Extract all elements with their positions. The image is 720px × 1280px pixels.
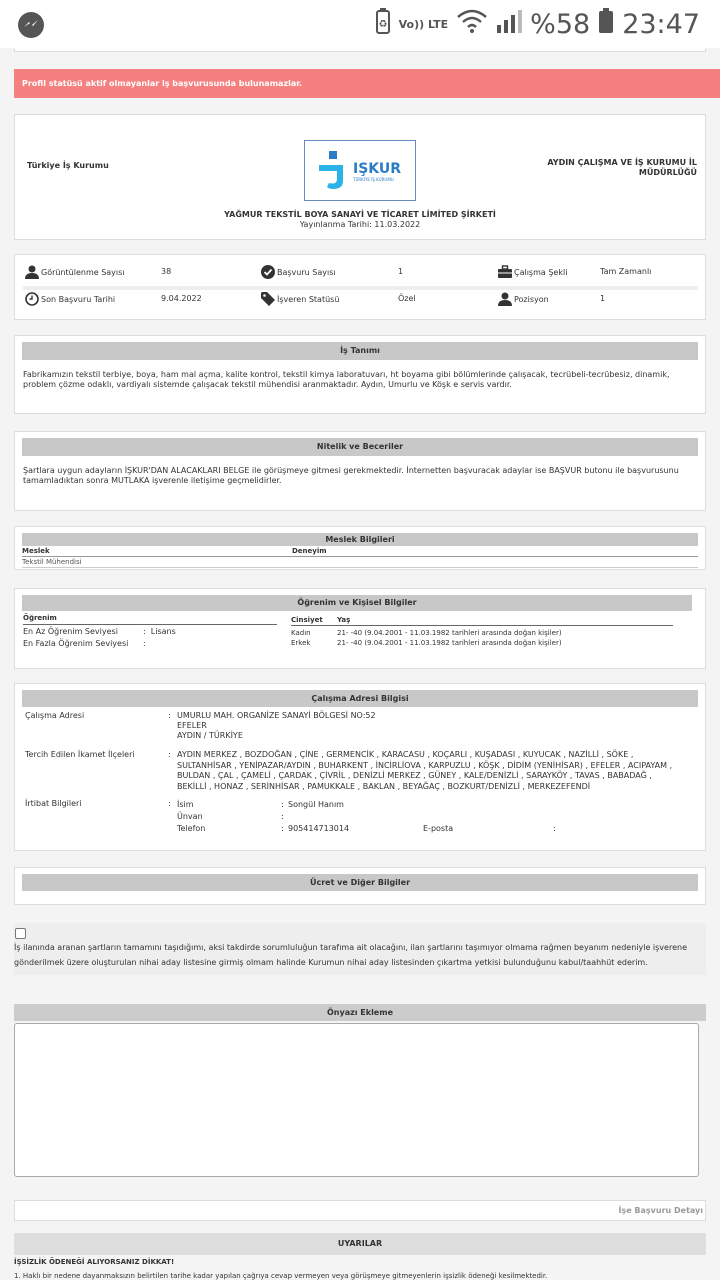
work-address-line1: UMURLU MAH. ORGANİZE SANAYİ BÖLGESİ NO:52 xyxy=(177,711,376,720)
contact-details xyxy=(177,799,697,835)
education-title: Öğrenim ve Kişisel Bilgiler xyxy=(22,595,692,611)
education-card xyxy=(14,588,706,669)
preferred-districts-line1: AYDIN MERKEZ , BOZDOĞAN , ÇİNE , GERMENCİK , KARACASU , KOÇARLI , KUŞADASI , KUYUCAK , NAZİLLİ , SÖKE , xyxy=(177,750,634,759)
work-type-label: Çalışma Şekli xyxy=(514,267,568,277)
position-stat xyxy=(498,292,549,306)
contact-phone-row: Telefon : 905414713014 E-posta : xyxy=(177,824,556,833)
male-age: 21- -40 (9.04.2001 - 11.03.1982 tarihleri arasında doğan kişiler) xyxy=(337,639,562,647)
iskur-logo xyxy=(304,140,416,201)
work-type-value: Tam Zamanlı xyxy=(600,267,652,276)
job-description-title: İş Tanımı xyxy=(22,342,698,360)
battery-icon xyxy=(598,8,614,41)
views-value: 38 xyxy=(161,267,172,276)
salary-title: Ücret ve Diğer Bilgiler xyxy=(22,874,698,891)
consent-line2: gönderilmek üzere oluşturulan nihai aday listesine girmiş olmam halinde Kurumun nihai aday listesinden çıkartma yetkisi bulunduğunu kabul/taahhüt ederim. xyxy=(14,958,648,967)
wifi-icon xyxy=(456,9,488,40)
employer-label: İşveren Statüsü xyxy=(277,294,340,304)
employer-stat xyxy=(261,292,339,306)
contact-name-value: Songül Hanım xyxy=(288,800,344,809)
contact-name-label: İsim xyxy=(177,800,194,809)
page xyxy=(0,48,720,1280)
female-age: 21- -40 (9.04.2001 - 11.03.1982 tarihleri arasında doğan kişiler) xyxy=(337,629,562,637)
profession-row xyxy=(22,558,698,568)
work-type-stat xyxy=(498,265,567,279)
work-address-line3: AYDIN / TÜRKİYE xyxy=(177,731,243,740)
views-label: Görüntülenme Sayısı xyxy=(41,267,125,277)
briefcase-icon xyxy=(498,265,512,279)
employer-value: Özel xyxy=(398,294,416,303)
preferred-districts-line4: BEKİLLİ , HONAZ , SERİNHİSAR , PAMUKKALE , BAKLAN , BEYAĞAÇ , BOZKURT/DENİZLİ , MERKEZEFENDİ xyxy=(177,781,591,791)
skills-text: Şartlara uygun adayların İŞKUR'DAN ALACAKLARI BELGE ile görüşmeye gitmesi gerekmektedir. İnternetten başvuracak adaylar ise BAŞVUR butonu ile başvurusunu tamamladıktan sonra MUTLAKA işverenle iletişime geçmelidirler. xyxy=(23,466,679,485)
job-header-card xyxy=(14,114,706,240)
svg-text:♻: ♻ xyxy=(378,19,388,30)
applications-label: Başvuru Sayısı xyxy=(277,267,336,277)
battery-percent: %58 xyxy=(530,9,591,40)
logo-text: IŞKUR xyxy=(353,161,402,177)
consent-line1: İş ilanında aranan şartların tamamını taşıdığımı, aksi takdirde sorumluluğun tarafıma ait olacağını, ilan şartlarını taşımıyor olmama rağmen beyanım nedeniyle işverene xyxy=(14,943,687,952)
stats-divider xyxy=(23,286,698,290)
contact-phone-label: Telefon xyxy=(177,824,206,833)
consent-box xyxy=(14,923,706,975)
female-row xyxy=(291,629,691,637)
profession-title: Meslek Bilgileri xyxy=(22,533,698,546)
contact-colon: : xyxy=(168,799,171,808)
views-stat xyxy=(25,265,125,279)
position-label: Pozisyon xyxy=(514,294,549,304)
network-type: Vo)) LTE xyxy=(398,17,449,31)
position-value: 1 xyxy=(600,294,606,303)
profession-card xyxy=(14,526,706,570)
min-education-value: Lisans xyxy=(150,627,176,636)
profession-header-row xyxy=(22,547,698,557)
skills-card xyxy=(14,431,706,511)
male-label: Erkek xyxy=(291,639,311,647)
work-address-value xyxy=(177,711,376,741)
work-address-colon: : xyxy=(168,711,171,720)
user-icon xyxy=(25,265,39,279)
logo-subtext: TÜRKİYE İŞ KURUMU xyxy=(353,177,394,182)
warnings-title: UYARILAR xyxy=(14,1233,706,1255)
gender-col-header: Cinsiyet xyxy=(291,616,323,624)
female-label: Kadın xyxy=(291,629,311,637)
top-strip xyxy=(14,48,706,52)
max-education-row: En Fazla Öğrenim Seviyesi : xyxy=(23,639,151,648)
job-description-text: Fabrikamızın tekstil terbiye, boya, ham mal açma, kalite kontrol, tekstil kimya laboratuvarı, ht boyama gibi bölümlerinde çalışacak, tecrübeli-tecrübesiz, dinamik, problem çözme odaklı, vardiyalı sistemde çalışacak tekstil mühendisi aranmaktadır. Aydın, Umurlu ve Köşk e servis vardır. xyxy=(23,370,670,389)
application-detail-link[interactable]: İşe Başvuru Detayı xyxy=(14,1200,706,1221)
preferred-districts-label: Tercih Edilen İkamet İlçeleri xyxy=(25,750,135,759)
preferred-districts-line2: SULTANHİSAR , YENİPAZAR/AYDIN , BUHARKENT , İNCİRLİOVA , KARPUZLU , KÖŞK , DİDİM (YENİHİSAR) , EFELER , ACIPAYAM , xyxy=(177,760,673,770)
profession-value: Tekstil Mühendisi xyxy=(22,558,82,566)
consent-text xyxy=(14,940,706,970)
min-education-row: En Az Öğrenim Seviyesi : Lisans xyxy=(23,627,176,636)
status-bar xyxy=(0,0,720,48)
cover-letter-input[interactable] xyxy=(14,1023,699,1177)
published-date: Yayınlanma Tarihi: 11.03.2022 xyxy=(299,220,421,229)
salary-card xyxy=(14,867,706,905)
age-col-header: Yaş xyxy=(337,616,351,624)
preferred-districts-value xyxy=(177,750,672,792)
last-date-value: 9.04.2022 xyxy=(161,294,202,303)
address-title: Çalışma Adresi Bilgisi xyxy=(22,690,698,707)
agency-name: Türkiye İş Kurumu xyxy=(27,161,109,170)
min-education-label: En Az Öğrenim Seviyesi xyxy=(23,627,118,636)
job-description-card xyxy=(14,335,706,414)
check-circle-icon xyxy=(261,265,275,279)
contact-phone-value: 905414713014 xyxy=(288,824,350,833)
applications-stat xyxy=(261,265,336,279)
contact-email-label: E-posta xyxy=(423,824,454,833)
contact-title-label: Ünvan xyxy=(177,812,203,821)
company-name: YAĞMUR TEKSTİL BOYA SANAYİ VE TİCARET LİMİTED ŞİRKETİ xyxy=(224,210,496,219)
experience-col-header: Deneyim xyxy=(292,547,327,555)
office-name: AYDIN ÇALIŞMA VE İŞ KURUMU İL MÜDÜRLÜĞÜ xyxy=(547,158,697,177)
max-education-label: En Fazla Öğrenim Seviyesi xyxy=(23,639,129,648)
clock: 23:47 xyxy=(622,9,700,40)
contact-label: İrtibat Bilgileri xyxy=(25,799,82,808)
personal-header-row xyxy=(291,616,673,626)
contact-name-row: İsim : Songül Hanım xyxy=(177,800,344,809)
messenger-icon xyxy=(18,12,44,38)
last-date-label: Son Başvuru Tarihi xyxy=(41,294,116,304)
iskur-logo-icon xyxy=(315,151,351,191)
warning-item: 1. Haklı bir nedene dayanmaksızın belirtilen tarihe kadar yapılan çağrıya cevap vermeyen veya görüşmeye gitmeyenlerin işsizlik ödeneği kesilmektedir. xyxy=(14,1272,548,1280)
male-row xyxy=(291,639,691,647)
stats-row-2 xyxy=(23,292,698,318)
cover-letter-title: Önyazı Ekleme xyxy=(14,1004,706,1021)
consent-checkbox[interactable] xyxy=(15,928,26,939)
signal-icon xyxy=(496,9,522,40)
clock-icon xyxy=(25,292,39,306)
tag-icon xyxy=(261,292,275,306)
profession-col-header: Meslek xyxy=(22,547,50,555)
user-icon xyxy=(498,292,512,306)
education-header: Öğrenim xyxy=(23,614,277,625)
profile-alert: Profil statüsü aktif olmayanlar iş başvurusunda bulunamazlar. xyxy=(14,69,720,98)
skills-title: Nitelik ve Beceriler xyxy=(22,438,698,456)
preferred-districts-line3: BULDAN , ÇAL , ÇAMELİ , ÇARDAK , ÇİVRİL , DENİZLİ MERKEZ , GÜNEY , KALE/DENİZLİ , SARAYKÖY , TAVAS , BABADAĞ , xyxy=(177,771,652,780)
battery-saver-icon xyxy=(375,8,391,41)
address-card xyxy=(14,683,706,851)
last-date-stat xyxy=(25,292,115,306)
work-address-line2: EFELER xyxy=(177,721,207,730)
contact-title-row: Ünvan : xyxy=(177,812,284,821)
preferred-districts-colon: : xyxy=(168,750,171,759)
warnings-subtitle: İŞSİZLİK ÖDENEĞİ ALIYORSANIZ DİKKAT! xyxy=(14,1258,175,1266)
work-address-label: Çalışma Adresi xyxy=(25,711,85,720)
job-stats-card xyxy=(14,254,706,320)
applications-value: 1 xyxy=(398,267,404,276)
